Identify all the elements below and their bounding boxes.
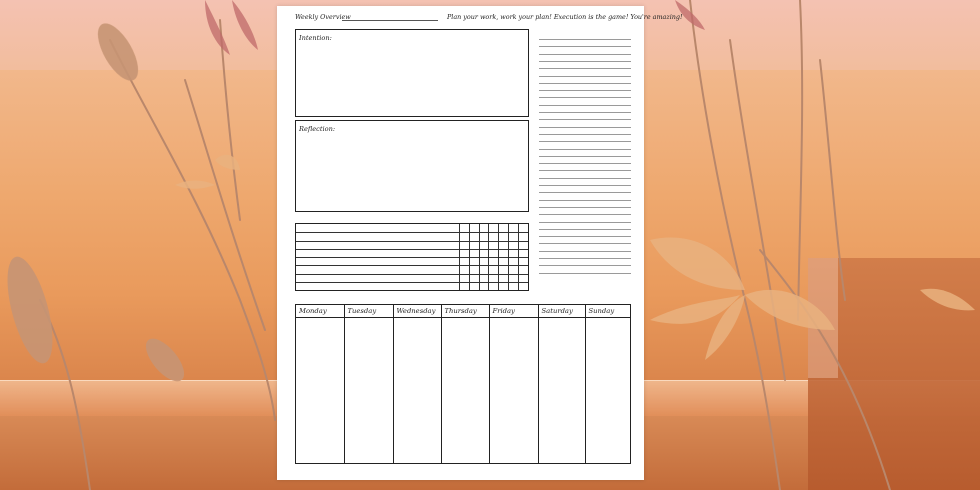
reflection-label: Reflection: [299,125,336,133]
note-line [539,119,631,120]
day-column-sunday [586,305,631,463]
habit-row-line [296,249,528,250]
note-line [539,236,631,237]
planner-title: Weekly Overview [295,13,351,21]
day-column-saturday [539,305,586,463]
note-line [539,68,631,69]
note-line [539,61,631,62]
day-header [442,305,489,318]
note-line [539,163,631,164]
note-line [539,170,631,171]
habit-column-line [459,224,460,290]
habit-column-line [498,224,499,290]
day-column-wednesday [394,305,442,463]
note-line [539,178,631,179]
note-line [539,185,631,186]
planner-sheet [277,6,683,480]
habit-column-line [518,224,519,290]
day-column-thursday [442,305,490,463]
note-line [539,229,631,230]
habit-column-line [479,224,480,290]
day-column-monday [296,305,345,463]
note-line [539,273,631,274]
day-column-friday [490,305,539,463]
day-header [490,305,538,318]
intention-box [295,29,529,117]
habit-row-line [296,232,528,233]
day-header [539,305,585,318]
note-line [539,134,631,135]
day-name: Saturday [541,307,573,315]
day-column-tuesday [345,305,394,463]
habit-row-line [296,241,528,242]
habit-row-line [296,274,528,275]
date-blank-line [342,20,438,21]
note-line [539,97,631,98]
note-line [539,192,631,193]
habit-row-line [296,265,528,266]
day-header [296,305,344,318]
note-line [539,83,631,84]
note-line [539,112,631,113]
note-line [539,39,631,40]
note-line [539,141,631,142]
day-header [586,305,631,318]
note-line [539,105,631,106]
note-line [539,214,631,215]
reflection-box [295,120,529,212]
note-line [539,258,631,259]
day-name: Friday [492,307,515,315]
habit-row-line [296,257,528,258]
note-line [539,265,631,266]
planner-tagline: Plan your work, work your plan! Execution is the game! You're amazing! [447,13,683,21]
note-line [539,207,631,208]
habit-column-line [488,224,489,290]
habit-column-line [508,224,509,290]
day-header [345,305,393,318]
note-line [539,243,631,244]
day-header [394,305,441,318]
note-line [539,200,631,201]
note-line [539,76,631,77]
habit-column-line [469,224,470,290]
note-line [539,149,631,150]
notes-lines [539,39,631,279]
note-line [539,251,631,252]
day-name: Sunday [588,307,615,315]
weekly-calendar [295,304,631,464]
intention-label: Intention: [299,34,332,42]
day-name: Tuesday [347,307,377,315]
note-line [539,127,631,128]
habit-row-line [296,282,528,283]
note-line [539,156,631,157]
day-name: Thursday [444,307,477,315]
day-name: Wednesday [396,307,436,315]
note-line [539,46,631,47]
day-name: Monday [299,307,327,315]
habit-tracker-grid [295,223,529,291]
note-line [539,90,631,91]
planner-header [295,13,683,25]
note-line [539,222,631,223]
note-line [539,54,631,55]
